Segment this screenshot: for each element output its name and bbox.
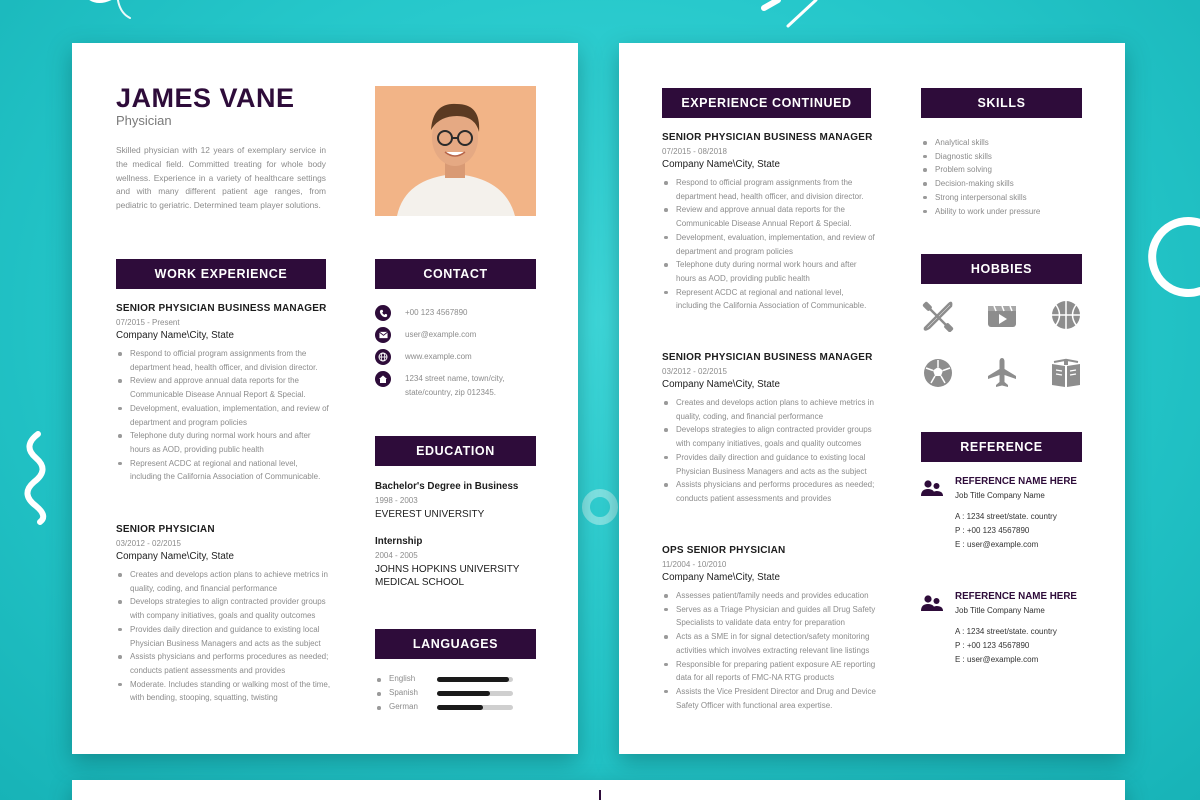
- airplane-icon: [985, 356, 1019, 390]
- reference-phone: P : +00 123 4567890: [955, 641, 1030, 650]
- contact-address: [375, 371, 504, 399]
- users-icon: [921, 594, 943, 612]
- list-item: Telephone duty during normal work hours and after hours as AOD, providing public health: [662, 258, 877, 285]
- reference-phone: P : +00 123 4567890: [955, 526, 1030, 535]
- list-item: Respond to official program assignments from the department head, health officer, and division director.: [116, 347, 331, 374]
- contact-phone: [375, 305, 468, 321]
- education-school: JOHNS HOPKINS UNIVERSITY MEDICAL SCHOOL: [375, 564, 520, 588]
- contact-email-text: user@example.com: [405, 330, 477, 339]
- profile-summary: Skilled physician with 12 years of exemplary service in the medical field. Committed treating for whole body wellness. Experience in a variety of healthcare settings and with many different patient age ranges, from pediatric to geriatric. Determined team player solutions.: [116, 145, 326, 211]
- reference-entry-1: [921, 476, 1101, 566]
- language-name: English: [389, 674, 416, 683]
- list-item: Represent ACDC at regional and national level, including the California Association of Communicable.: [662, 286, 877, 313]
- profile-photo: [375, 86, 536, 216]
- hobbies-heading: HOBBIES: [921, 254, 1082, 284]
- reference-name: REFERENCE NAME HERE: [955, 476, 1077, 487]
- contact-list: [375, 305, 536, 395]
- skills-heading: SKILLS: [921, 88, 1082, 118]
- language-level-bar: [437, 677, 513, 682]
- contact-phone-text: +00 123 4567890: [405, 308, 468, 317]
- users-icon: [921, 479, 943, 497]
- list-item: Strong interpersonal skills: [921, 191, 1091, 205]
- skills-list: [921, 136, 1091, 218]
- list-item: Acts as a SME in for signal detection/safety monitoring activities which involves extracting relevant line listings: [662, 630, 877, 657]
- globe-icon: [375, 349, 391, 365]
- list-item: Review and approve annual data reports for the Communicable Disease Annual Report & Special.: [662, 203, 877, 230]
- list-item: Review and approve annual data reports for the Communicable Disease Annual Report & Special.: [116, 374, 331, 401]
- contact-address-text: [405, 372, 504, 399]
- page-divider-mark: [599, 790, 601, 800]
- job-bullets: [662, 396, 877, 506]
- decor-ring-right: [1140, 215, 1200, 305]
- contact-web-text: www.example.com: [405, 352, 472, 361]
- job-bullets: [116, 568, 331, 705]
- job-entry-2: [116, 524, 331, 705]
- language-level-bar: [437, 705, 513, 710]
- basketball-icon: [1049, 298, 1083, 332]
- education-degree: Internship: [375, 536, 423, 547]
- resume-page-3-partial: [72, 780, 1125, 800]
- language-name: Spanish: [389, 688, 418, 697]
- list-item: Creates and develops action plans to achieve metrics in quality, coding, and financial performance: [116, 568, 331, 595]
- video-icon: [985, 298, 1019, 332]
- job-date: 03/2012 - 02/2015: [116, 539, 181, 548]
- job-date: 07/2015 - Present: [116, 318, 180, 327]
- list-item: Development, evaluation, implementation, and review of department and program policies: [662, 231, 877, 258]
- decor-squiggle-left: [18, 428, 58, 528]
- list-item: Development, evaluation, implementation, and review of department and program policies: [116, 402, 331, 429]
- language-level-fill: [437, 677, 509, 682]
- contact-web: [375, 349, 472, 365]
- experience-continued-heading: EXPERIENCE CONTINUED: [662, 88, 871, 118]
- job-entry-3: [662, 132, 877, 313]
- book-icon: [1049, 356, 1083, 390]
- address-line-2: state/country, zip 012345.: [405, 387, 497, 397]
- education-years: 1998 - 2003: [375, 496, 418, 505]
- job-company: Company Name\City, State: [662, 379, 780, 390]
- job-title: SENIOR PHYSICIAN BUSINESS MANAGER: [116, 303, 327, 314]
- contact-heading: CONTACT: [375, 259, 536, 289]
- education-entry-1: [375, 481, 545, 521]
- job-bullets: [662, 589, 877, 712]
- resume-page-1: [72, 43, 578, 754]
- decor-slash-top: [758, 0, 828, 32]
- list-item: Respond to official program assignments from the department head, health officer, and division director.: [662, 176, 877, 203]
- languages-heading: LANGUAGES: [375, 629, 536, 659]
- list-item: Develops strategies to align contracted provider groups with company initiatives, goals and quality outcomes: [662, 423, 877, 450]
- resume-page-2: [619, 43, 1125, 754]
- list-item: Assists physicians and performs procedures as needed; conducts patient assessments and provides: [116, 650, 331, 677]
- list-item: Provides daily direction and guidance to existing local Physician Business Managers and acts as the subject: [116, 623, 331, 650]
- job-date: 11/2004 - 10/2010: [662, 560, 727, 569]
- language-row: [375, 701, 536, 715]
- contact-email: [375, 327, 476, 343]
- job-company: Company Name\City, State: [662, 572, 780, 583]
- phone-icon: [375, 305, 391, 321]
- list-item: Responsible for preparing patient exposure AE reporting data for all reports of FMC-NA RTG products: [662, 658, 877, 685]
- education-years: 2004 - 2005: [375, 551, 418, 560]
- list-item: Assesses patient/family needs and provides education: [662, 589, 877, 603]
- hobbies-grid: [921, 298, 1086, 398]
- list-item: Diagnostic skills: [921, 150, 1091, 164]
- reference-entry-2: [921, 591, 1101, 681]
- list-item: Problem solving: [921, 163, 1091, 177]
- reference-job: Job Title Company Name: [955, 606, 1045, 615]
- candidate-name: JAMES VANE: [116, 83, 295, 113]
- reference-email: E : user@example.com: [955, 655, 1039, 664]
- football-icon: [921, 356, 955, 390]
- home-icon: [375, 371, 391, 387]
- job-company: Company Name\City, State: [116, 330, 234, 341]
- reference-heading: REFERENCE: [921, 432, 1082, 462]
- job-entry-1: [116, 303, 331, 484]
- job-title: SENIOR PHYSICIAN BUSINESS MANAGER: [662, 352, 873, 363]
- list-item: Provides daily direction and guidance to existing local Physician Business Managers and acts as the subject: [662, 451, 877, 478]
- job-entry-5: [662, 545, 877, 712]
- education-heading: EDUCATION: [375, 436, 536, 466]
- list-item: Decision-making skills: [921, 177, 1091, 191]
- list-item: Moderate. Includes standing or walking most of the time, with bending, stooping, squatting, twisting: [116, 678, 331, 705]
- job-title: SENIOR PHYSICIAN BUSINESS MANAGER: [662, 132, 873, 143]
- list-item: Assists the Vice President Director and Drug and Device Safety Officer with functional area expertise.: [662, 685, 877, 712]
- email-icon: [375, 327, 391, 343]
- reference-address: A : 1234 street/state. country: [955, 627, 1057, 636]
- list-item: Develops strategies to align contracted provider groups with company initiatives, goals and quality outcomes: [116, 595, 331, 622]
- job-entry-4: [662, 352, 877, 506]
- job-title: SENIOR PHYSICIAN: [116, 524, 215, 535]
- list-item: Ability to work under pressure: [921, 205, 1091, 219]
- person-portrait-icon: [375, 86, 536, 216]
- language-row: [375, 687, 536, 701]
- language-level-fill: [437, 691, 490, 696]
- candidate-role: Physician: [116, 113, 172, 128]
- job-date: 03/2012 - 02/2015: [662, 367, 727, 376]
- reference-job: Job Title Company Name: [955, 491, 1045, 500]
- language-name: German: [389, 702, 418, 711]
- job-bullets: [662, 176, 877, 313]
- job-date: 07/2015 - 08/2018: [662, 147, 727, 156]
- list-item: Telephone duty during normal work hours and after hours as AOD, providing public health: [116, 429, 331, 456]
- education-degree: Bachelor's Degree in Business: [375, 481, 519, 492]
- reference-email: E : user@example.com: [955, 540, 1039, 549]
- list-item: Serves as a Triage Physician and guides all Drug Safety Specialists to validate data entry for preparation: [662, 603, 877, 630]
- address-line-1: 1234 street name, town/city,: [405, 374, 505, 383]
- language-level-fill: [437, 705, 483, 710]
- language-row: [375, 673, 536, 687]
- reference-address: A : 1234 street/state. country: [955, 512, 1057, 521]
- work-experience-heading: WORK EXPERIENCE: [116, 259, 326, 289]
- decor-ring-center: [580, 487, 620, 527]
- list-item: Assists physicians and performs procedures as needed; conducts patient assessments and provides: [662, 478, 877, 505]
- job-company: Company Name\City, State: [116, 551, 234, 562]
- job-bullets: [116, 347, 331, 484]
- languages-list: [375, 673, 536, 719]
- education-entry-2: [375, 536, 535, 589]
- list-item: Creates and develops action plans to achieve metrics in quality, coding, and financial performance: [662, 396, 877, 423]
- job-company: Company Name\City, State: [662, 159, 780, 170]
- kayak-icon: [921, 298, 955, 332]
- education-school: EVEREST UNIVERSITY: [375, 509, 485, 520]
- decor-ring-top-left: [70, 0, 140, 40]
- job-title: OPS SENIOR PHYSICIAN: [662, 545, 786, 556]
- language-level-bar: [437, 691, 513, 696]
- list-item: Represent ACDC at regional and national level, including the California Association of Communicable.: [116, 457, 331, 484]
- list-item: Analytical skills: [921, 136, 1091, 150]
- reference-name: REFERENCE NAME HERE: [955, 591, 1077, 602]
